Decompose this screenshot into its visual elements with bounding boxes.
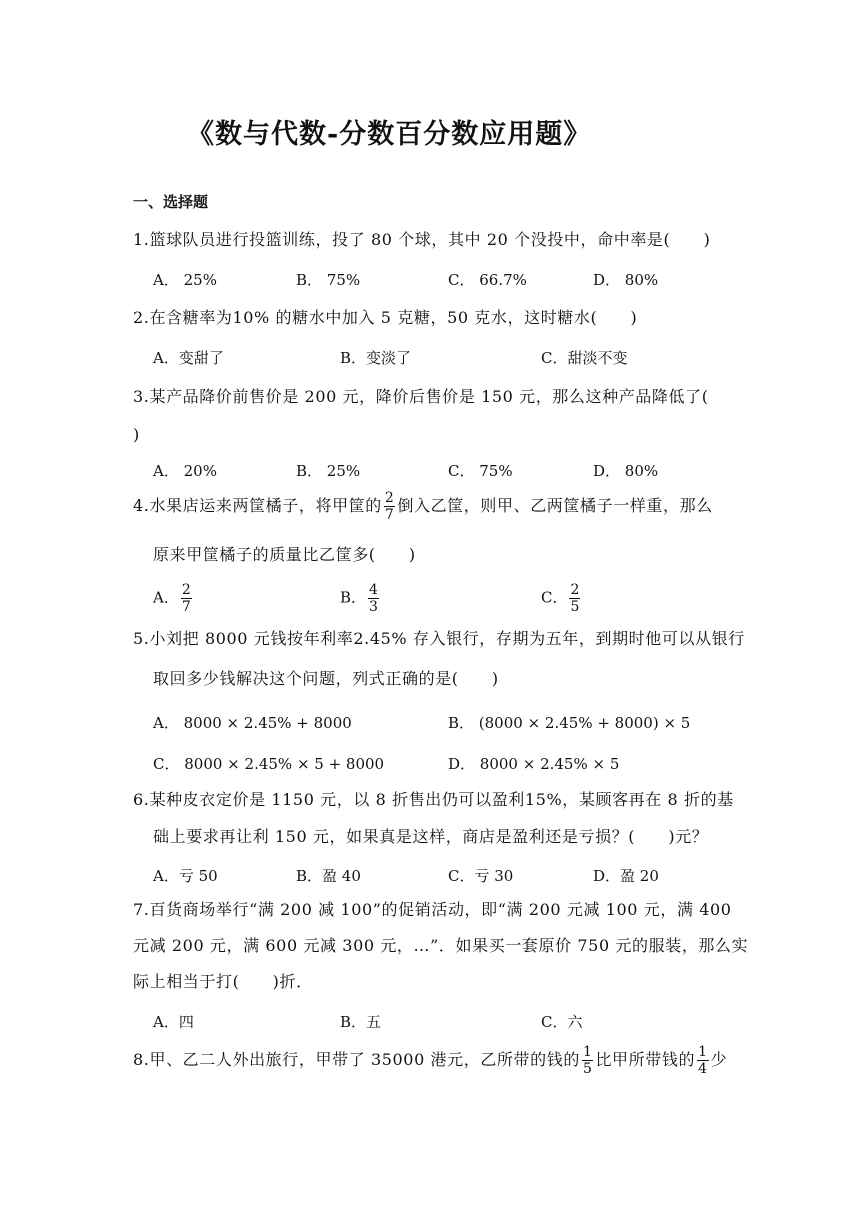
question-2-option-a: A．变甜了	[153, 349, 224, 367]
fraction-numerator: 2	[384, 490, 395, 506]
fraction-numerator: 1	[698, 1044, 708, 1060]
question-5-text-cont: 取回多少钱解决这个问题，列式正确的是( )	[153, 669, 499, 688]
question-2-option-b: B．变淡了	[340, 349, 412, 367]
question-7-option-b: B．五	[340, 1013, 382, 1031]
question-2-text: 2.在含糖率为10% 的糖水中加入 5 克糖，50 克水，这时糖水( )	[133, 308, 638, 327]
fraction-numerator: 2	[570, 582, 580, 598]
question-6-text-cont: 础上要求再让利 150 元，如果真是这样，商店是盈利还是亏损？( )元？	[153, 827, 709, 846]
option-fraction	[569, 582, 580, 615]
question-4-fraction	[384, 490, 396, 523]
question-1-option-d: D． 80%	[593, 271, 659, 289]
question-1-option-a: A． 25%	[153, 271, 217, 289]
option-fraction	[368, 582, 379, 615]
question-1-text: 1.篮球队员进行投篮训练，投了 80 个球，其中 20 个没投中，命中率是( )	[133, 230, 711, 249]
question-6-option-c: C．亏 30	[448, 867, 514, 885]
option-label: B．	[340, 588, 367, 607]
option-fraction	[181, 582, 192, 615]
question-8-text-mid: 比甲所带钱的	[595, 1050, 696, 1069]
question-3-text: 3.某产品降价前售价是 200 元，降价后售价是 150 元，那么这种产品降低了(	[133, 387, 709, 406]
question-4-text-post: 倒入乙筐，则甲、乙两筐橘子一样重，那么	[397, 496, 713, 515]
question-4-option-c	[541, 582, 582, 615]
section-heading: 一、选择题	[133, 193, 209, 211]
question-8-text-pre: 8.甲、乙二人外出旅行，甲带了 35000 港元，乙所带的钱的	[133, 1050, 580, 1069]
question-4-text	[133, 490, 713, 523]
fraction-numerator: 1	[582, 1044, 593, 1060]
question-7-text-cont-1: 元减 200 元，满 600 元减 300 元，…”．如果买一套原价 750 元的服装，那么实	[133, 936, 749, 955]
question-1-option-c: C． 66.7%	[448, 271, 527, 289]
question-5-option-c: C． 8000 × 2.45% × 5 + 8000	[153, 755, 385, 773]
question-3-option-b: B． 25%	[296, 462, 361, 480]
question-5-option-b: B． (8000 × 2.45% + 8000) × 5	[448, 714, 691, 732]
question-3-text-cont: )	[133, 425, 140, 444]
question-6-text: 6.某种皮衣定价是 1150 元，以 8 折售出仍可以盈利15%，某顾客再在 8 折的基	[133, 790, 734, 809]
question-3-option-d: D． 80%	[593, 462, 659, 480]
question-7-text-cont-2: 际上相当于打( )折．	[133, 972, 313, 991]
question-6-option-b: B．盈 40	[296, 867, 361, 885]
question-2-option-c: C．甜淡不变	[541, 349, 628, 367]
page-title: 《数与代数-分数百分数应用题》	[187, 119, 592, 150]
question-6-option-d: D．盈 20	[593, 867, 659, 885]
question-8-text-post: 少	[710, 1050, 728, 1069]
fraction-numerator: 2	[181, 582, 191, 598]
question-8-text	[133, 1044, 727, 1077]
question-7-text: 7.百货商场举行“满 200 减 100”的促销活动，即“满 200 元减 100 元，满 400	[133, 900, 732, 919]
fraction-denominator: 5	[582, 1061, 593, 1077]
question-7-option-c: C．六	[541, 1013, 583, 1031]
question-8-fraction-1	[582, 1044, 594, 1077]
question-5-text: 5.小刘把 8000 元钱按年利率2.45% 存入银行，存期为五年，到期时他可以从银行	[133, 629, 745, 648]
option-label: C．	[541, 588, 568, 607]
question-5-option-a: A． 8000 × 2.45% + 8000	[153, 714, 352, 732]
fraction-denominator: 4	[698, 1061, 708, 1077]
option-label: A．	[153, 588, 179, 607]
question-6-option-a: A．亏 50	[153, 867, 218, 885]
fraction-denominator: 7	[181, 599, 191, 615]
question-4-text-cont: 原来甲筐橘子的质量比乙筐多( )	[153, 545, 416, 564]
question-3-option-c: C． 75%	[448, 462, 513, 480]
fraction-denominator: 7	[384, 507, 395, 523]
fraction-denominator: 3	[369, 599, 378, 615]
fraction-denominator: 5	[570, 599, 580, 615]
question-7-option-a: A．四	[153, 1013, 194, 1031]
question-4-option-a	[153, 582, 194, 615]
question-3-option-a: A． 20%	[153, 462, 217, 480]
question-1-option-b: B． 75%	[296, 271, 361, 289]
fraction-numerator: 4	[369, 582, 378, 598]
question-4-text-pre: 4.水果店运来两筐橘子，将甲筐的	[133, 496, 382, 515]
question-8-fraction-2	[697, 1044, 709, 1077]
question-4-option-b	[340, 582, 381, 615]
question-5-option-d: D． 8000 × 2.45% × 5	[448, 755, 620, 773]
